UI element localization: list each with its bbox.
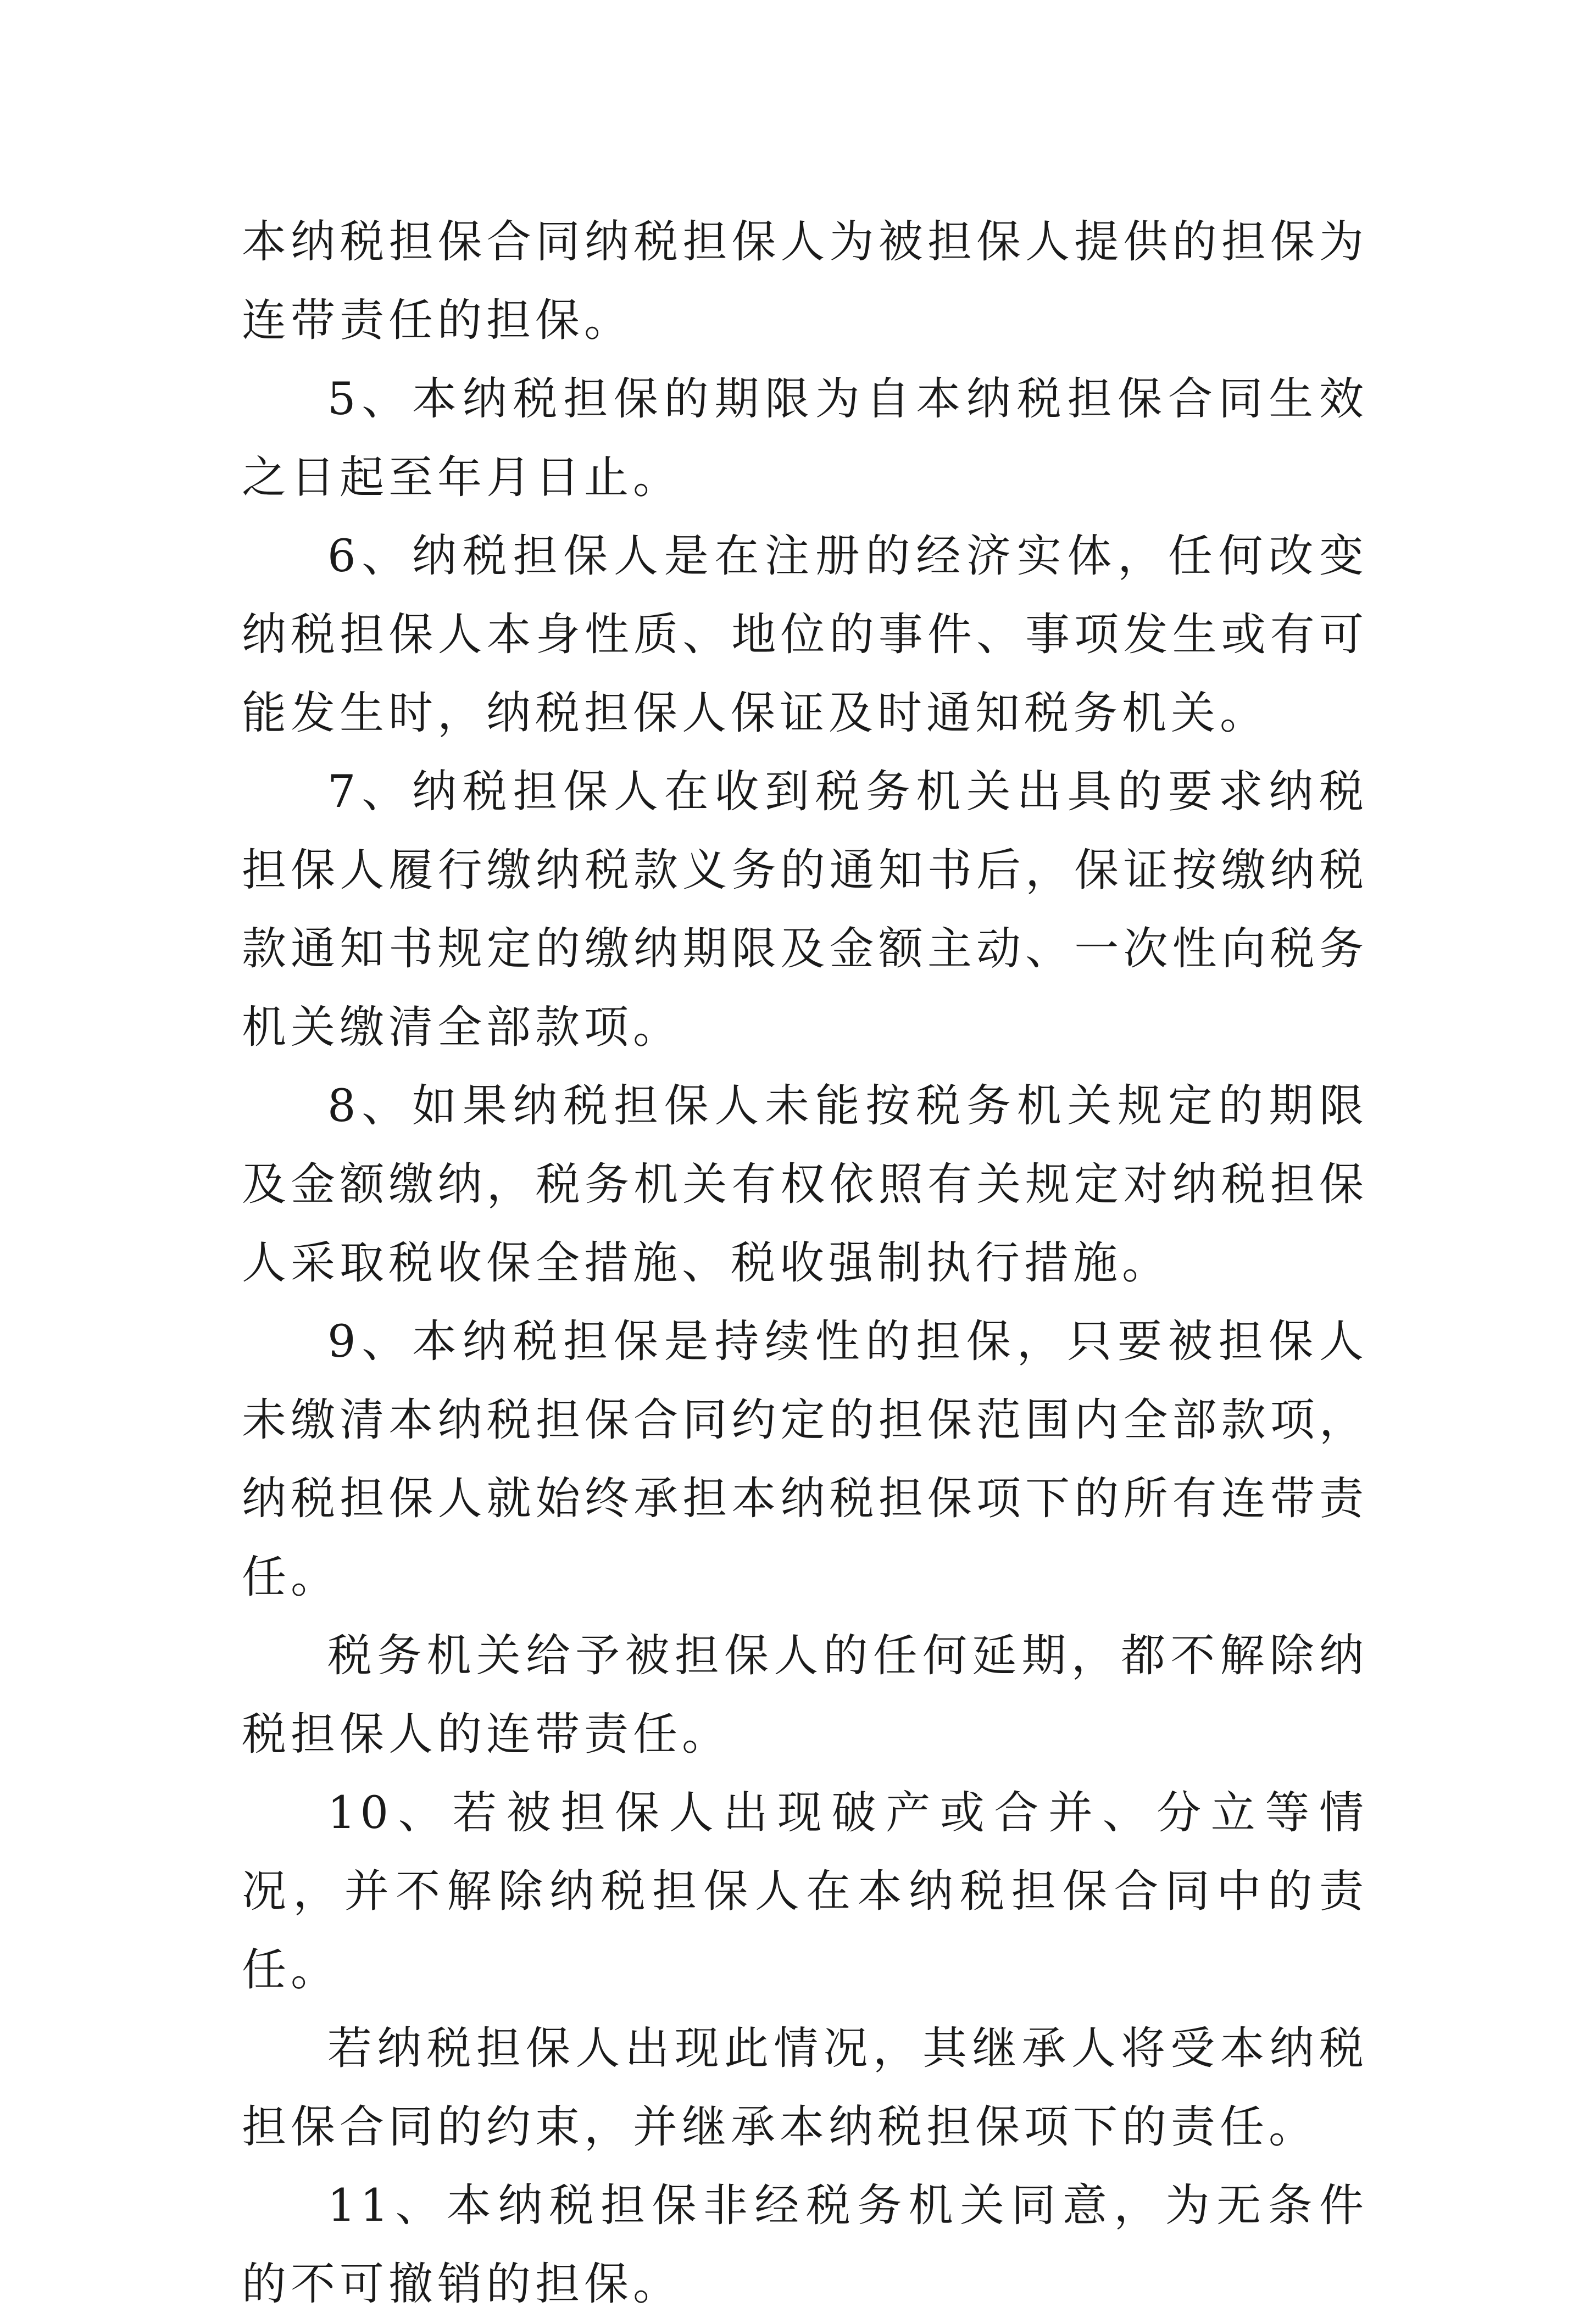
- paragraph-extension: 税务机关给予被担保人的任何延期，都不解除纳税担保人的连带责任。: [242, 1630, 1368, 1760]
- document-body: [242, 203, 1368, 2324]
- paragraph-successor: 若纳税担保人出现此情况，其继承人将受本纳税担保合同的约束，并继承本纳税担保项下的责任。: [242, 2023, 1368, 2153]
- paragraph-liability: 本纳税担保合同纳税担保人为被担保人提供的担保为连带责任的担保。: [242, 216, 1368, 347]
- paragraph-clause-6: 6、纳税担保人是在注册的经济实体，任何改变纳税担保人本身性质、地位的事件、事项发生或有可能发生时，纳税担保人保证及时通知税务机关。: [242, 531, 1368, 739]
- paragraph-clause-8: 8、如果纳税担保人未能按税务机关规定的期限及金额缴纳，税务机关有权依照有关规定对纳税担保人采取税收保全措施、税收强制执行措施。: [242, 1080, 1368, 1289]
- paragraph-clause-9: 9、本纳税担保是持续性的担保，只要被担保人未缴清本纳税担保合同约定的担保范围内全部款项，纳税担保人就始终承担本纳税担保项下的所有连带责任。: [242, 1316, 1368, 1603]
- paragraph-clause-7: 7、纳税担保人在收到税务机关出具的要求纳税担保人履行缴纳税款义务的通知书后，保证按缴纳税款通知书规定的缴纳期限及金额主动、一次性向税务机关缴清全部款项。: [242, 766, 1368, 1054]
- paragraph-clause-5: 5、本纳税担保的期限为自本纳税担保合同生效之日起至年月日止。: [242, 374, 1368, 504]
- paragraph-clause-10: 10、若被担保人出现破产或合并、分立等情况，并不解除纳税担保人在本纳税担保合同中的责任。: [242, 1787, 1368, 1996]
- paragraph-clause-11: 11、本纳税担保非经税务机关同意，为无条件的不可撤销的担保。: [242, 2180, 1368, 2310]
